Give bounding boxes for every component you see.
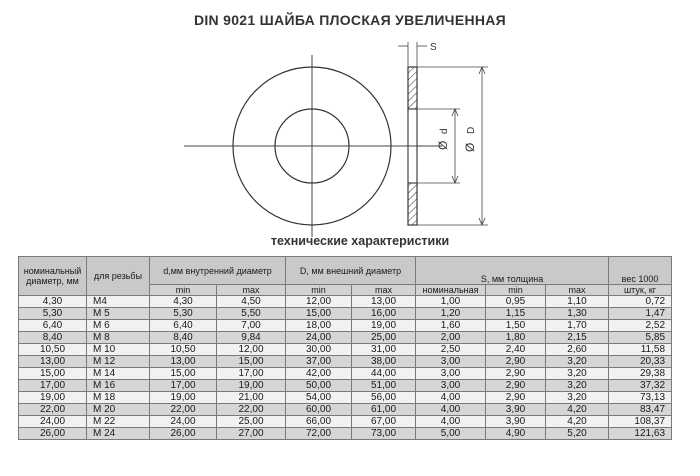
- cell-nominal-diameter: 19,00: [19, 392, 87, 404]
- cell-outer-max: 73,00: [352, 428, 416, 440]
- cell-weight: 20,33: [609, 356, 672, 368]
- cell-thickness-nominal: 3,00: [416, 368, 486, 380]
- cell-nominal-diameter: 4,30: [19, 296, 87, 308]
- cell-thread: M 12: [87, 356, 150, 368]
- cell-weight: 11,58: [609, 344, 672, 356]
- cell-outer-max: 51,00: [352, 380, 416, 392]
- cell-thickness-max: 5,20: [546, 428, 609, 440]
- cell-outer-max: 61,00: [352, 404, 416, 416]
- spec-table: [18, 256, 672, 440]
- cell-outer-max: 44,00: [352, 368, 416, 380]
- cell-thickness-min: 2,90: [486, 368, 546, 380]
- cell-inner-max: 7,00: [217, 320, 286, 332]
- cell-weight: 0,72: [609, 296, 672, 308]
- cell-thickness-max: 1,10: [546, 296, 609, 308]
- cell-thickness-nominal: 1,00: [416, 296, 486, 308]
- label-d: d: [439, 128, 450, 134]
- cell-thickness-max: 2,15: [546, 332, 609, 344]
- header-thread: для резьбы: [87, 257, 150, 296]
- table-row: [19, 332, 672, 344]
- cell-thickness-min: 2,90: [486, 392, 546, 404]
- cell-thread: M 16: [87, 380, 150, 392]
- cell-inner-max: 22,00: [217, 404, 286, 416]
- side-section-top: [408, 67, 417, 109]
- cell-nominal-diameter: 13,00: [19, 356, 87, 368]
- header-outer-diameter: D, мм внешний диаметр: [286, 257, 416, 285]
- header-thickness-nominal: номинальная: [416, 285, 486, 296]
- cell-outer-min: 30,00: [286, 344, 352, 356]
- cell-inner-max: 21,00: [217, 392, 286, 404]
- cell-inner-min: 8,40: [150, 332, 217, 344]
- header-inner-min: min: [150, 285, 217, 296]
- cell-inner-min: 24,00: [150, 416, 217, 428]
- cell-inner-min: 15,00: [150, 368, 217, 380]
- cell-inner-min: 13,00: [150, 356, 217, 368]
- cell-inner-min: 26,00: [150, 428, 217, 440]
- cell-thickness-nominal: 2,00: [416, 332, 486, 344]
- header-inner-diameter: d,мм внутренний диаметр: [150, 257, 286, 285]
- header-weight-bottom: штук, кг: [609, 285, 672, 296]
- header-weight-top: вес 1000: [609, 257, 672, 285]
- cell-thickness-min: 0,95: [486, 296, 546, 308]
- cell-outer-max: 25,00: [352, 332, 416, 344]
- cell-outer-min: 66,00: [286, 416, 352, 428]
- cell-inner-max: 12,00: [217, 344, 286, 356]
- cell-outer-min: 60,00: [286, 404, 352, 416]
- cell-weight: 73,13: [609, 392, 672, 404]
- cell-thickness-nominal: 5,00: [416, 428, 486, 440]
- side-section-bottom: [408, 183, 417, 225]
- cell-thickness-nominal: 2,50: [416, 344, 486, 356]
- table-row: [19, 296, 672, 308]
- cell-nominal-diameter: 6,40: [19, 320, 87, 332]
- cell-inner-min: 4,30: [150, 296, 217, 308]
- cell-thickness-nominal: 1,60: [416, 320, 486, 332]
- table-row: [19, 308, 672, 320]
- cell-thickness-max: 3,20: [546, 356, 609, 368]
- cell-thread: M 24: [87, 428, 150, 440]
- cell-thickness-min: 1,15: [486, 308, 546, 320]
- cell-thread: M 10: [87, 344, 150, 356]
- cell-thickness-min: 3,90: [486, 416, 546, 428]
- header-nominal-diameter: номинальный диаметр, мм: [19, 257, 87, 296]
- cell-weight: 83,47: [609, 404, 672, 416]
- label-D: D: [466, 126, 477, 134]
- cell-weight: 29,38: [609, 368, 672, 380]
- cell-inner-max: 5,50: [217, 308, 286, 320]
- cell-weight: 108,37: [609, 416, 672, 428]
- cell-inner-max: 4,50: [217, 296, 286, 308]
- cell-thickness-max: 3,20: [546, 392, 609, 404]
- section-subtitle: технические характеристики: [270, 234, 450, 248]
- cell-weight: 121,63: [609, 428, 672, 440]
- cell-thickness-min: 4,90: [486, 428, 546, 440]
- cell-thickness-max: 3,20: [546, 380, 609, 392]
- cell-weight: 37,32: [609, 380, 672, 392]
- cell-weight: 5,85: [609, 332, 672, 344]
- table-row: [19, 320, 672, 332]
- cell-outer-min: 24,00: [286, 332, 352, 344]
- cell-outer-max: 38,00: [352, 356, 416, 368]
- cell-outer-min: 54,00: [286, 392, 352, 404]
- cell-outer-max: 19,00: [352, 320, 416, 332]
- cell-outer-min: 15,00: [286, 308, 352, 320]
- cell-inner-min: 22,00: [150, 404, 217, 416]
- spec-table-body: [19, 296, 672, 440]
- cell-nominal-diameter: 5,30: [19, 308, 87, 320]
- cell-thickness-max: 1,30: [546, 308, 609, 320]
- cell-thickness-min: 2,90: [486, 380, 546, 392]
- cell-nominal-diameter: 26,00: [19, 428, 87, 440]
- cell-thickness-min: 1,80: [486, 332, 546, 344]
- cell-inner-min: 17,00: [150, 380, 217, 392]
- cell-thread: M 8: [87, 332, 150, 344]
- cell-outer-max: 31,00: [352, 344, 416, 356]
- cell-thread: M 18: [87, 392, 150, 404]
- header-thickness-max: max: [546, 285, 609, 296]
- cell-thickness-nominal: 1,20: [416, 308, 486, 320]
- cell-inner-min: 10,50: [150, 344, 217, 356]
- cell-thickness-nominal: 3,00: [416, 380, 486, 392]
- cell-outer-min: 72,00: [286, 428, 352, 440]
- cell-inner-max: 25,00: [217, 416, 286, 428]
- cell-inner-max: 27,00: [217, 428, 286, 440]
- label-dia-D: Ø: [463, 142, 477, 152]
- cell-thickness-max: 4,20: [546, 404, 609, 416]
- cell-thickness-max: 2,60: [546, 344, 609, 356]
- dimension-s: [398, 42, 427, 67]
- header-outer-max: max: [352, 285, 416, 296]
- cell-thread: M 14: [87, 368, 150, 380]
- cell-inner-min: 19,00: [150, 392, 217, 404]
- header-outer-min: min: [286, 285, 352, 296]
- table-row: [19, 356, 672, 368]
- cell-outer-max: 67,00: [352, 416, 416, 428]
- header-thickness: S, мм толщина: [416, 257, 609, 285]
- cell-outer-min: 50,00: [286, 380, 352, 392]
- table-row: [19, 380, 672, 392]
- table-row: [19, 404, 672, 416]
- cell-thread: M 6: [87, 320, 150, 332]
- cell-nominal-diameter: 10,50: [19, 344, 87, 356]
- cell-inner-max: 19,00: [217, 380, 286, 392]
- table-row: [19, 392, 672, 404]
- cell-outer-max: 16,00: [352, 308, 416, 320]
- cell-outer-min: 42,00: [286, 368, 352, 380]
- cell-thickness-nominal: 4,00: [416, 392, 486, 404]
- table-row: [19, 344, 672, 356]
- cell-outer-min: 18,00: [286, 320, 352, 332]
- cell-thread: M4: [87, 296, 150, 308]
- table-row: [19, 428, 672, 440]
- header-inner-max: max: [217, 285, 286, 296]
- cell-nominal-diameter: 8,40: [19, 332, 87, 344]
- cell-inner-min: 6,40: [150, 320, 217, 332]
- table-row: [19, 416, 672, 428]
- cell-outer-max: 13,00: [352, 296, 416, 308]
- cell-nominal-diameter: 24,00: [19, 416, 87, 428]
- cell-weight: 2,52: [609, 320, 672, 332]
- label-dia-d: Ø: [436, 140, 450, 150]
- page-title: DIN 9021 ШАЙБА ПЛОСКАЯ УВЕЛИЧЕННАЯ: [193, 12, 507, 28]
- cell-thickness-min: 1,50: [486, 320, 546, 332]
- cell-thread: M 22: [87, 416, 150, 428]
- cell-thread: M 5: [87, 308, 150, 320]
- cell-thickness-nominal: 4,00: [416, 404, 486, 416]
- cell-nominal-diameter: 17,00: [19, 380, 87, 392]
- cell-outer-min: 12,00: [286, 296, 352, 308]
- table-row: [19, 368, 672, 380]
- cell-thread: M 20: [87, 404, 150, 416]
- cell-thickness-min: 2,90: [486, 356, 546, 368]
- cell-thickness-max: 4,20: [546, 416, 609, 428]
- center-lines: [184, 55, 442, 237]
- cell-nominal-diameter: 22,00: [19, 404, 87, 416]
- cell-weight: 1,47: [609, 308, 672, 320]
- cell-thickness-nominal: 4,00: [416, 416, 486, 428]
- cell-inner-max: 17,00: [217, 368, 286, 380]
- cell-nominal-diameter: 15,00: [19, 368, 87, 380]
- header-thickness-min: min: [486, 285, 546, 296]
- cell-thickness-min: 3,90: [486, 404, 546, 416]
- cell-inner-max: 15,00: [217, 356, 286, 368]
- cell-thickness-min: 2,40: [486, 344, 546, 356]
- cell-inner-max: 9,84: [217, 332, 286, 344]
- cell-thickness-nominal: 3,00: [416, 356, 486, 368]
- cell-outer-min: 37,00: [286, 356, 352, 368]
- cell-inner-min: 5,30: [150, 308, 217, 320]
- cell-outer-max: 56,00: [352, 392, 416, 404]
- cell-thickness-max: 1,70: [546, 320, 609, 332]
- cell-thickness-max: 3,20: [546, 368, 609, 380]
- label-s: S: [430, 42, 437, 53]
